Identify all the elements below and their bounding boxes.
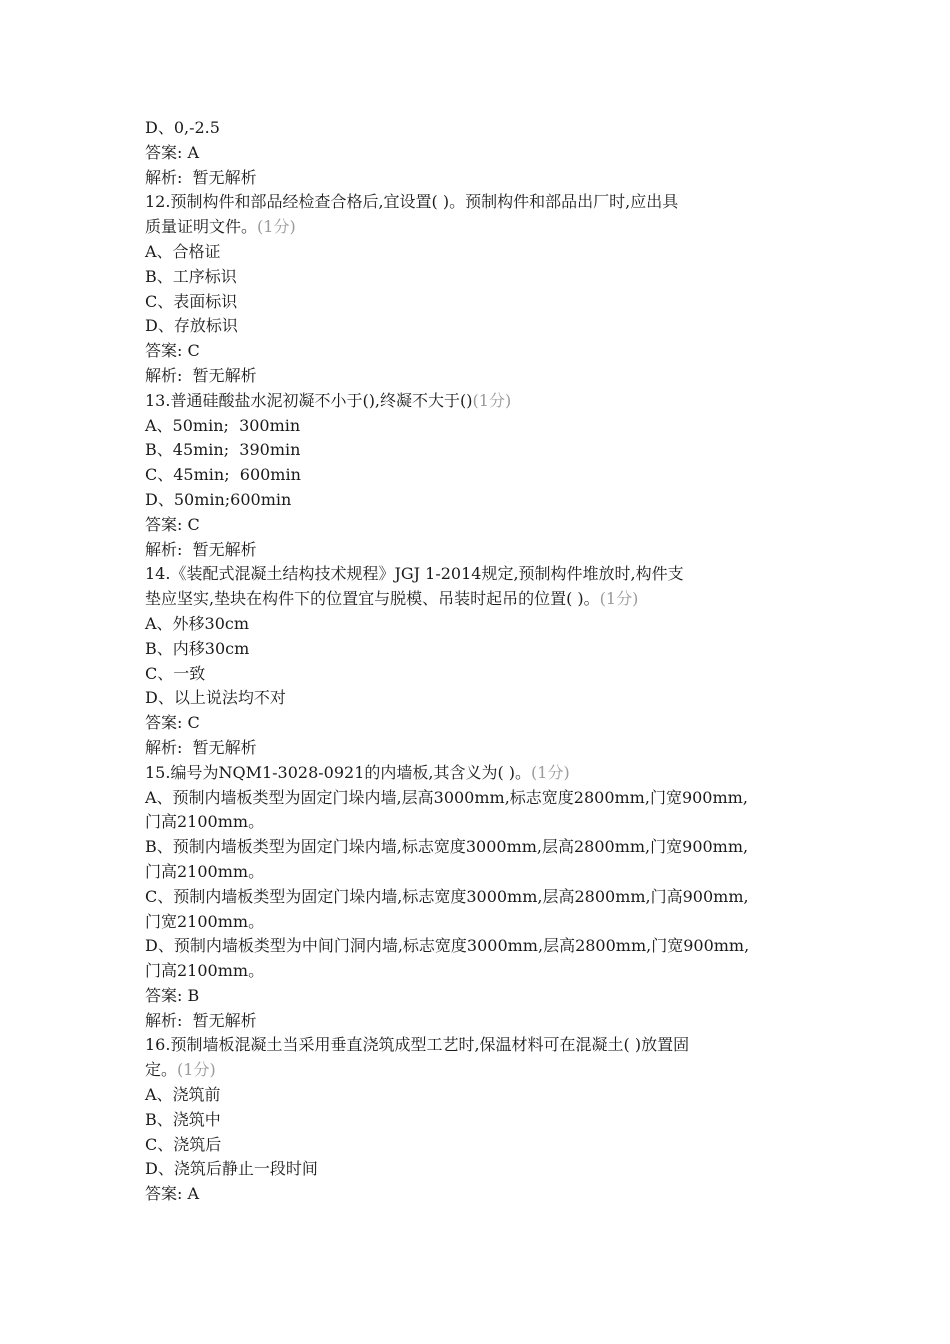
text-line bbox=[145, 1033, 810, 1058]
text-line bbox=[145, 810, 810, 835]
text-line bbox=[145, 190, 810, 215]
line-text: 答案: C bbox=[145, 341, 200, 361]
line-text: 14.《装配式混凝土结构技术规程》JGJ 1-2014规定,预制构件堆放时,构件支 bbox=[145, 564, 684, 584]
text-line bbox=[145, 314, 810, 339]
line-text: 13.普通硅酸盐水泥初凝不小于(),终凝不大于() bbox=[145, 390, 473, 410]
text-line bbox=[145, 538, 810, 563]
line-text: C、浇筑后 bbox=[145, 1134, 222, 1154]
line-text: 答案: C bbox=[145, 713, 200, 733]
text-line bbox=[145, 761, 810, 786]
text-line bbox=[145, 1182, 810, 1207]
text-line bbox=[145, 265, 810, 290]
text-line bbox=[145, 959, 810, 984]
score-label: (1分) bbox=[177, 1060, 216, 1080]
line-text: 答案: A bbox=[145, 142, 200, 162]
line-text: A、外移30cm bbox=[145, 613, 250, 633]
text-line bbox=[145, 686, 810, 711]
text-line bbox=[145, 662, 810, 687]
line-text: 垫应坚实,垫块在构件下的位置宜与脱模、吊装时起吊的位置( )。 bbox=[145, 589, 600, 609]
line-text: D、以上说法均不对 bbox=[145, 688, 286, 708]
line-text: 定。 bbox=[145, 1060, 178, 1080]
text-line bbox=[145, 984, 810, 1009]
text-line bbox=[145, 141, 810, 166]
line-text: 门高2100mm。 bbox=[145, 861, 265, 881]
line-text: 解析: 暂无解析 bbox=[145, 167, 257, 187]
text-line bbox=[145, 364, 810, 389]
line-text: D、0,-2.5 bbox=[145, 118, 220, 137]
line-text: C、45min; 600min bbox=[145, 465, 301, 485]
line-text: 15.编号为NQM1-3028-0921的内墙板,其含义为( )。 bbox=[145, 762, 532, 782]
line-text: D、存放标识 bbox=[145, 316, 238, 336]
text-line bbox=[145, 389, 810, 414]
line-text: 解析: 暂无解析 bbox=[145, 1010, 257, 1030]
line-text: B、工序标识 bbox=[145, 266, 237, 286]
score-label: (1分) bbox=[472, 390, 512, 410]
line-text: 12.预制构件和部品经检查合格后,宜设置( )。预制构件和部品出厂时,应出具 bbox=[145, 192, 679, 212]
text-line bbox=[145, 711, 810, 736]
document-page bbox=[145, 116, 810, 1207]
line-text: B、浇筑中 bbox=[145, 1109, 221, 1129]
line-text: D、预制内墙板类型为中间门洞内墙,标志宽度3000mm,层高2800mm,门宽900mm, bbox=[145, 936, 750, 956]
line-text: A、50min; 300min bbox=[145, 415, 301, 435]
score-label: (1分) bbox=[599, 589, 639, 609]
line-text: A、合格证 bbox=[145, 241, 221, 261]
text-line bbox=[145, 339, 810, 364]
text-line bbox=[145, 488, 810, 513]
line-text: 答案: C bbox=[145, 514, 200, 534]
line-text: 门宽2100mm。 bbox=[145, 911, 265, 931]
text-line bbox=[145, 562, 810, 587]
text-line bbox=[145, 1133, 810, 1158]
line-text: D、浇筑后静止一段时间 bbox=[145, 1159, 318, 1179]
text-line bbox=[145, 934, 810, 959]
text-line bbox=[145, 438, 810, 463]
text-line bbox=[145, 885, 810, 910]
text-line bbox=[145, 513, 810, 538]
score-label: (1分) bbox=[257, 217, 296, 237]
line-text: B、45min; 390min bbox=[145, 440, 301, 460]
text-line bbox=[145, 736, 810, 761]
text-line bbox=[145, 215, 810, 240]
text-line bbox=[145, 290, 810, 315]
text-line bbox=[145, 835, 810, 860]
line-text: C、预制内墙板类型为固定门垛内墙,标志宽度3000mm,层高2800mm,门高900mm, bbox=[145, 886, 749, 906]
text-line bbox=[145, 910, 810, 935]
text-line bbox=[145, 1058, 810, 1083]
score-label: (1分) bbox=[531, 762, 570, 782]
line-text: C、表面标识 bbox=[145, 291, 238, 311]
text-line bbox=[145, 1157, 810, 1182]
line-text: 解析: 暂无解析 bbox=[145, 737, 257, 757]
line-text: D、50min;600min bbox=[145, 489, 292, 509]
text-line bbox=[145, 116, 810, 141]
text-line bbox=[145, 860, 810, 885]
line-text: C、一致 bbox=[145, 663, 206, 683]
text-line bbox=[145, 637, 810, 662]
line-text: A、浇筑前 bbox=[145, 1085, 221, 1105]
text-line bbox=[145, 1009, 810, 1034]
line-text: 16.预制墙板混凝土当采用垂直浇筑成型工艺时,保温材料可在混凝土( )放置固 bbox=[145, 1035, 690, 1055]
line-text: 解析: 暂无解析 bbox=[145, 539, 257, 559]
text-line bbox=[145, 240, 810, 265]
text-line bbox=[145, 587, 810, 612]
text-line bbox=[145, 166, 810, 191]
line-text: 门高2100mm。 bbox=[145, 961, 265, 981]
text-line bbox=[145, 463, 810, 488]
line-text: 答案: A bbox=[145, 1184, 200, 1204]
line-text: A、预制内墙板类型为固定门垛内墙,层高3000mm,标志宽度2800mm,门宽900mm, bbox=[145, 787, 748, 807]
text-line bbox=[145, 612, 810, 637]
text-line bbox=[145, 1108, 810, 1133]
text-line bbox=[145, 1083, 810, 1108]
line-text: 解析: 暂无解析 bbox=[145, 365, 257, 385]
text-line bbox=[145, 786, 810, 811]
line-text: 质量证明文件。 bbox=[145, 217, 258, 237]
line-text: B、内移30cm bbox=[145, 638, 250, 658]
line-text: B、预制内墙板类型为固定门垛内墙,标志宽度3000mm,层高2800mm,门宽900mm, bbox=[145, 837, 749, 857]
line-text: 门高2100mm。 bbox=[145, 812, 265, 832]
text-line bbox=[145, 414, 810, 439]
line-text: 答案: B bbox=[145, 985, 200, 1005]
